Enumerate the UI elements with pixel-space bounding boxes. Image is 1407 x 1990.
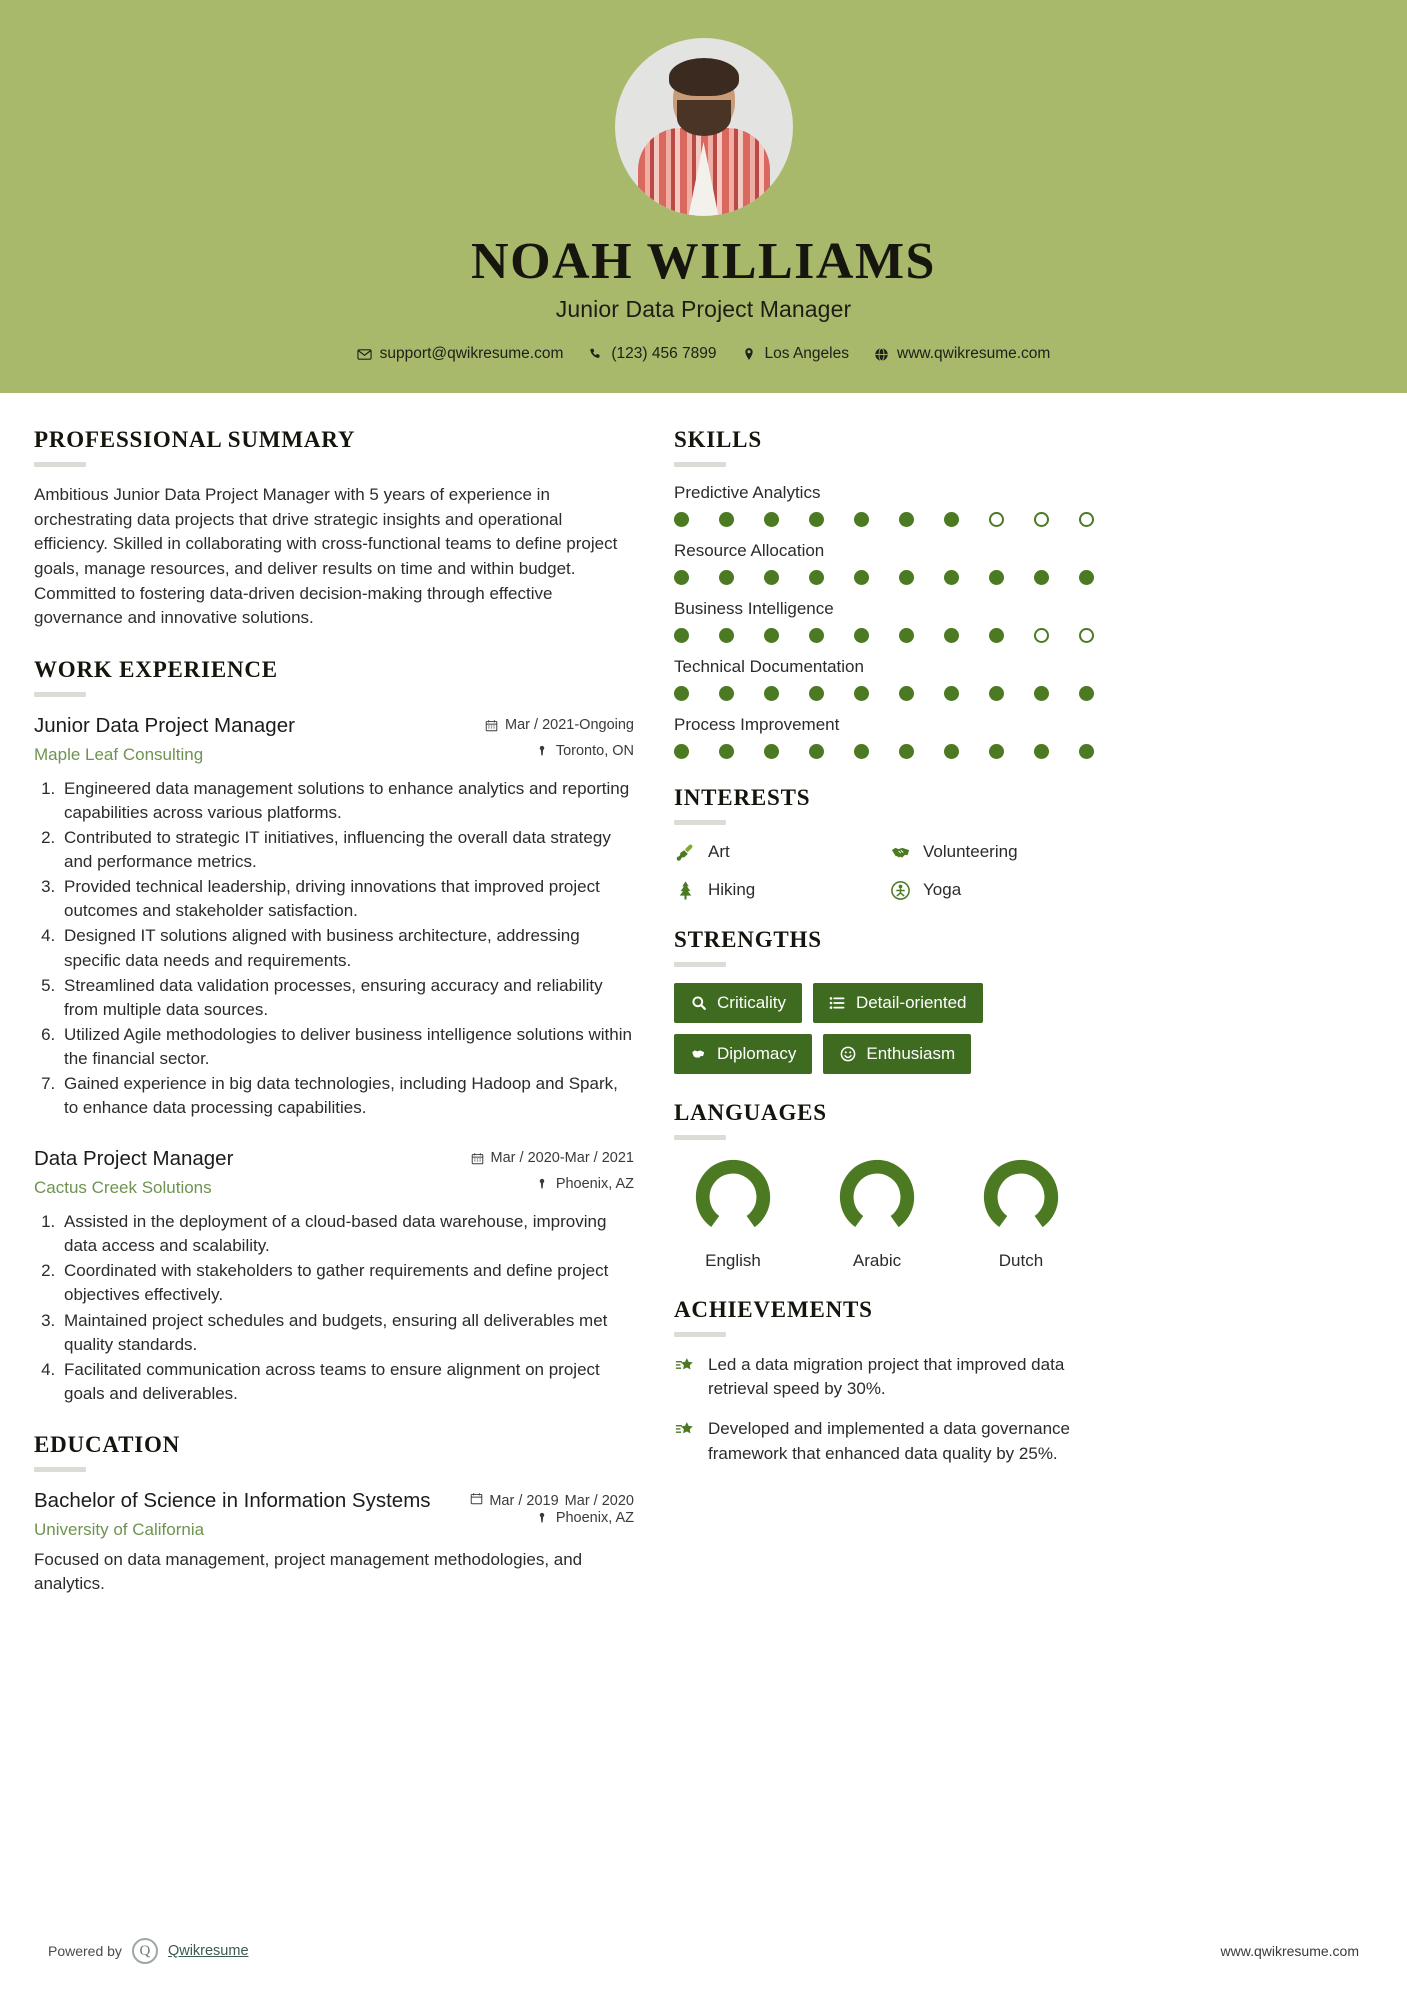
skill-item	[674, 599, 1094, 643]
degree-title: Bachelor of Science in Information Systems	[34, 1489, 431, 1513]
job-bullet-list	[34, 777, 634, 1121]
education-start-date: Mar / 2019	[489, 1493, 559, 1510]
skill-dot-filled	[674, 686, 689, 701]
globe-icon	[874, 347, 889, 362]
section-education	[34, 1432, 634, 1597]
strength-label: Enthusiasm	[866, 1044, 956, 1064]
job-location	[471, 1176, 634, 1192]
skill-label: Process Improvement	[674, 715, 840, 735]
skill-dot-filled	[719, 570, 734, 585]
strength-detail-oriented[interactable]	[813, 983, 983, 1023]
interest-label: Art	[708, 842, 730, 862]
skill-dot-filled	[719, 744, 734, 759]
skill-label: Business Intelligence	[674, 599, 834, 619]
language-progress-ring	[692, 1156, 774, 1238]
job-bullet: 7. Gained experience in big data technologies, including Hadoop and Spark, to enhance data processing capabilities.	[60, 1072, 634, 1120]
skill-dot-filled	[674, 628, 689, 643]
job-bullet: 2. Contributed to strategic IT initiatives, influencing the overall data strategy and performance metrics.	[60, 826, 634, 874]
skill-dot-filled	[1079, 744, 1094, 759]
job-bullet: 3. Provided technical leadership, driving innovations that improved project outcomes and stakeholder satisfaction.	[60, 875, 634, 923]
strengths-heading: STRENGTHS	[674, 927, 822, 953]
skill-dot-filled	[674, 512, 689, 527]
skill-dot-filled	[809, 628, 824, 643]
job-dates-text: Mar / 2020-Mar / 2021	[490, 1150, 634, 1167]
job-role: Junior Data Project Manager	[34, 714, 295, 737]
skill-dot-empty	[1034, 512, 1049, 527]
skill-dot-empty	[1034, 628, 1049, 643]
skill-dot-filled	[944, 628, 959, 643]
resume-header	[0, 0, 1407, 393]
skill-dot-filled	[764, 512, 779, 527]
language-label: Dutch	[998, 1251, 1044, 1271]
skill-dot-filled	[719, 628, 734, 643]
education-dates	[470, 1492, 634, 1510]
interest-item	[674, 879, 879, 901]
resume-body	[0, 393, 1407, 1908]
job-location	[485, 743, 634, 759]
skill-dot-empty	[1079, 512, 1094, 527]
skill-label: Predictive Analytics	[674, 483, 821, 503]
language-label: Arabic	[852, 1251, 902, 1271]
section-languages	[674, 1100, 1094, 1271]
job-bullet: 1. Engineered data management solutions to enhance analytics and reporting capabilities across various platforms.	[60, 777, 634, 825]
interest-item	[889, 841, 1094, 863]
skill-rating	[674, 628, 1094, 643]
achievement-text: Developed and implemented a data governance framework that enhanced data quality by 25%.	[708, 1419, 1070, 1463]
interest-label: Yoga	[923, 880, 962, 900]
skill-dot-filled	[899, 512, 914, 527]
contact-row	[0, 345, 1407, 363]
skill-dot-filled	[899, 744, 914, 759]
section-rule	[674, 1135, 726, 1140]
skill-dot-filled	[719, 512, 734, 527]
section-rule	[34, 692, 86, 697]
skill-dot-filled	[899, 686, 914, 701]
work-entry	[34, 1146, 634, 1406]
skill-dot-filled	[1034, 744, 1049, 759]
job-bullet: 2. Coordinated with stakeholders to gather requirements and define project objectives effectively.	[60, 1259, 634, 1307]
job-dates	[471, 1150, 634, 1166]
strength-label: Diplomacy	[717, 1044, 797, 1064]
achievement-text: Led a data migration project that improved data retrieval speed by 30%.	[708, 1355, 1065, 1399]
skill-dot-filled	[944, 570, 959, 585]
qwikresume-logo-icon: Q	[132, 1938, 158, 1964]
skill-dot-filled	[809, 570, 824, 585]
contact-location-text: Los Angeles	[764, 345, 849, 363]
left-column	[34, 427, 634, 1908]
education-end-date: Mar / 2020	[564, 1493, 634, 1510]
language-progress-ring	[836, 1156, 918, 1238]
candidate-name: NOAH WILLIAMS	[471, 233, 936, 290]
strength-criticality[interactable]	[674, 983, 802, 1023]
job-bullet: 3. Maintained project schedules and budgets, ensuring all deliverables met quality standards.	[60, 1309, 634, 1357]
skill-dot-filled	[899, 570, 914, 585]
job-location-text: Toronto, ON	[555, 743, 634, 759]
job-role: Data Project Manager	[34, 1147, 234, 1171]
candidate-job-title: Junior Data Project Manager	[555, 296, 852, 323]
job-dates	[485, 717, 634, 733]
section-interests	[674, 785, 1094, 901]
skill-item	[674, 657, 1094, 701]
skill-dot-filled	[1034, 686, 1049, 701]
star-badge-icon	[674, 1419, 696, 1441]
search-icon	[690, 995, 707, 1012]
handshake-icon	[690, 1046, 707, 1063]
skill-item	[674, 483, 1094, 527]
skill-rating	[674, 744, 1094, 759]
strength-label: Detail-oriented	[855, 993, 967, 1013]
language-progress-ring	[980, 1156, 1062, 1238]
language-label: English	[705, 1251, 761, 1271]
education-entry	[34, 1488, 634, 1597]
section-rule	[34, 1467, 86, 1472]
work-entry	[34, 713, 634, 1120]
interests-grid	[674, 841, 1094, 901]
skill-dot-filled	[764, 744, 779, 759]
contact-email[interactable]	[357, 345, 564, 363]
skill-rating	[674, 570, 1094, 585]
paintbrush-icon	[674, 841, 696, 863]
skill-dot-filled	[854, 570, 869, 585]
job-bullet: 6. Utilized Agile methodologies to deliver business intelligence solutions within the financial sector.	[60, 1023, 634, 1071]
job-bullet: 5. Streamlined data validation processes, ensuring accuracy and reliability from multiple data sources.	[60, 974, 634, 1022]
contact-website-text: www.qwikresume.com	[897, 345, 1051, 363]
skill-dot-filled	[719, 686, 734, 701]
powered-by	[48, 1938, 249, 1964]
interests-heading: INTERESTS	[674, 785, 811, 811]
qwikresume-brand[interactable]: Qwikresume	[167, 1943, 249, 1959]
section-work-experience	[34, 657, 634, 1406]
skill-dot-filled	[989, 628, 1004, 643]
resume-footer	[0, 1938, 1407, 1990]
job-company: Cactus Creek Solutions	[34, 1178, 212, 1198]
languages-list	[674, 1156, 1094, 1271]
skill-dot-empty	[1079, 628, 1094, 643]
school-name: University of California	[34, 1519, 205, 1539]
contact-email-text: support@qwikresume.com	[379, 345, 564, 363]
calendar-icon	[470, 1492, 483, 1505]
summary-heading: PROFESSIONAL SUMMARY	[34, 427, 356, 453]
contact-phone-text: (123) 456 7899	[611, 345, 717, 363]
section-professional-summary	[34, 427, 634, 631]
skill-dot-filled	[674, 570, 689, 585]
languages-heading: LANGUAGES	[674, 1100, 827, 1126]
contact-location	[742, 345, 849, 363]
education-heading: EDUCATION	[34, 1432, 181, 1458]
interest-label: Volunteering	[923, 842, 1018, 862]
section-strengths	[674, 927, 1094, 1074]
interest-label: Hiking	[708, 880, 756, 900]
tree-icon	[674, 879, 696, 901]
skill-dot-filled	[989, 744, 1004, 759]
skill-item	[674, 715, 1094, 759]
skill-dot-filled	[854, 512, 869, 527]
section-rule	[674, 1332, 726, 1337]
skill-dot-filled	[944, 744, 959, 759]
calendar-icon	[471, 1152, 484, 1165]
yoga-icon	[889, 879, 911, 901]
contact-phone[interactable]	[588, 345, 716, 363]
interest-item	[674, 841, 879, 863]
list-icon	[829, 995, 846, 1012]
skill-dot-filled	[764, 686, 779, 701]
section-skills	[674, 427, 1094, 759]
right-column	[674, 427, 1094, 1908]
powered-by-label: Powered by	[48, 1943, 122, 1959]
skill-dot-filled	[989, 570, 1004, 585]
contact-website[interactable]	[874, 345, 1050, 363]
skill-dot-filled	[674, 744, 689, 759]
skill-dot-filled	[764, 570, 779, 585]
strength-diplomacy[interactable]	[674, 1034, 812, 1074]
skill-dot-filled	[764, 628, 779, 643]
achievements-heading: ACHIEVEMENTS	[674, 1297, 873, 1323]
skill-rating	[674, 686, 1094, 701]
education-location	[470, 1510, 634, 1526]
job-location-text: Phoenix, AZ	[555, 1176, 634, 1193]
handshake-icon	[889, 841, 911, 863]
skill-dot-filled	[899, 628, 914, 643]
strength-enthusiasm[interactable]	[823, 1034, 971, 1074]
section-achievements	[674, 1297, 1094, 1466]
skill-dot-filled	[809, 744, 824, 759]
skill-label: Resource Allocation	[674, 541, 825, 561]
section-rule	[674, 820, 726, 825]
skill-rating	[674, 512, 1094, 527]
skill-dot-filled	[854, 628, 869, 643]
strength-label: Criticality	[717, 993, 786, 1013]
skill-dot-filled	[854, 686, 869, 701]
skill-dot-filled	[1034, 570, 1049, 585]
language-item	[818, 1156, 936, 1271]
footer-url[interactable]: www.qwikresume.com	[1220, 1943, 1359, 1959]
job-dates-text: Mar / 2021-Ongoing	[505, 717, 634, 733]
skill-item	[674, 541, 1094, 585]
job-bullet: 1. Assisted in the deployment of a cloud-based data warehouse, improving data access and scalability.	[60, 1210, 634, 1258]
job-bullet: 4. Facilitated communication across teams to ensure alignment on project goals and deliverables.	[60, 1358, 634, 1406]
smile-icon	[839, 1046, 856, 1063]
map-pin-icon	[536, 1178, 549, 1191]
section-rule	[674, 462, 726, 467]
phone-icon	[588, 347, 603, 362]
skill-dot-filled	[1079, 570, 1094, 585]
section-rule	[674, 962, 726, 967]
achievement-item	[674, 1417, 1094, 1465]
job-bullet-list	[34, 1210, 634, 1406]
skill-label: Technical Documentation	[674, 657, 864, 677]
achievement-item	[674, 1353, 1094, 1401]
star-badge-icon	[674, 1355, 696, 1377]
skill-dot-empty	[989, 512, 1004, 527]
skill-dot-filled	[944, 686, 959, 701]
skill-dot-filled	[854, 744, 869, 759]
skill-dot-filled	[1079, 686, 1094, 701]
education-description: Focused on data management, project management methodologies, and analytics.	[34, 1549, 583, 1594]
pin-icon	[742, 347, 757, 362]
mail-icon	[357, 347, 372, 362]
job-bullet: 4. Designed IT solutions aligned with business architecture, addressing specific data needs and requirements.	[60, 924, 634, 972]
education-location-text: Phoenix, AZ	[555, 1510, 634, 1527]
strengths-list	[674, 983, 1094, 1074]
language-item	[962, 1156, 1080, 1271]
job-company: Maple Leaf Consulting	[34, 744, 204, 764]
calendar-icon	[485, 719, 498, 732]
section-rule	[34, 462, 86, 467]
skill-dot-filled	[989, 686, 1004, 701]
skills-list	[674, 483, 1094, 759]
skill-dot-filled	[809, 512, 824, 527]
map-pin-icon	[536, 1512, 549, 1525]
skill-dot-filled	[809, 686, 824, 701]
avatar	[615, 38, 793, 216]
skill-dot-filled	[944, 512, 959, 527]
work-heading: WORK EXPERIENCE	[34, 657, 278, 682]
summary-text: Ambitious Junior Data Project Manager with 5 years of experience in orchestrating data projects that drive strategic insights and operational efficiency. Skilled in collaborating with cross-functional teams to define project goals, manage resources, and deliver results on time and within budget. Committed to fostering data-driven decision-making through effective governance and innovative solutions.	[34, 485, 618, 628]
language-item	[674, 1156, 792, 1271]
map-pin-icon	[536, 745, 549, 758]
skills-heading: SKILLS	[674, 427, 762, 453]
interest-item	[889, 879, 1094, 901]
